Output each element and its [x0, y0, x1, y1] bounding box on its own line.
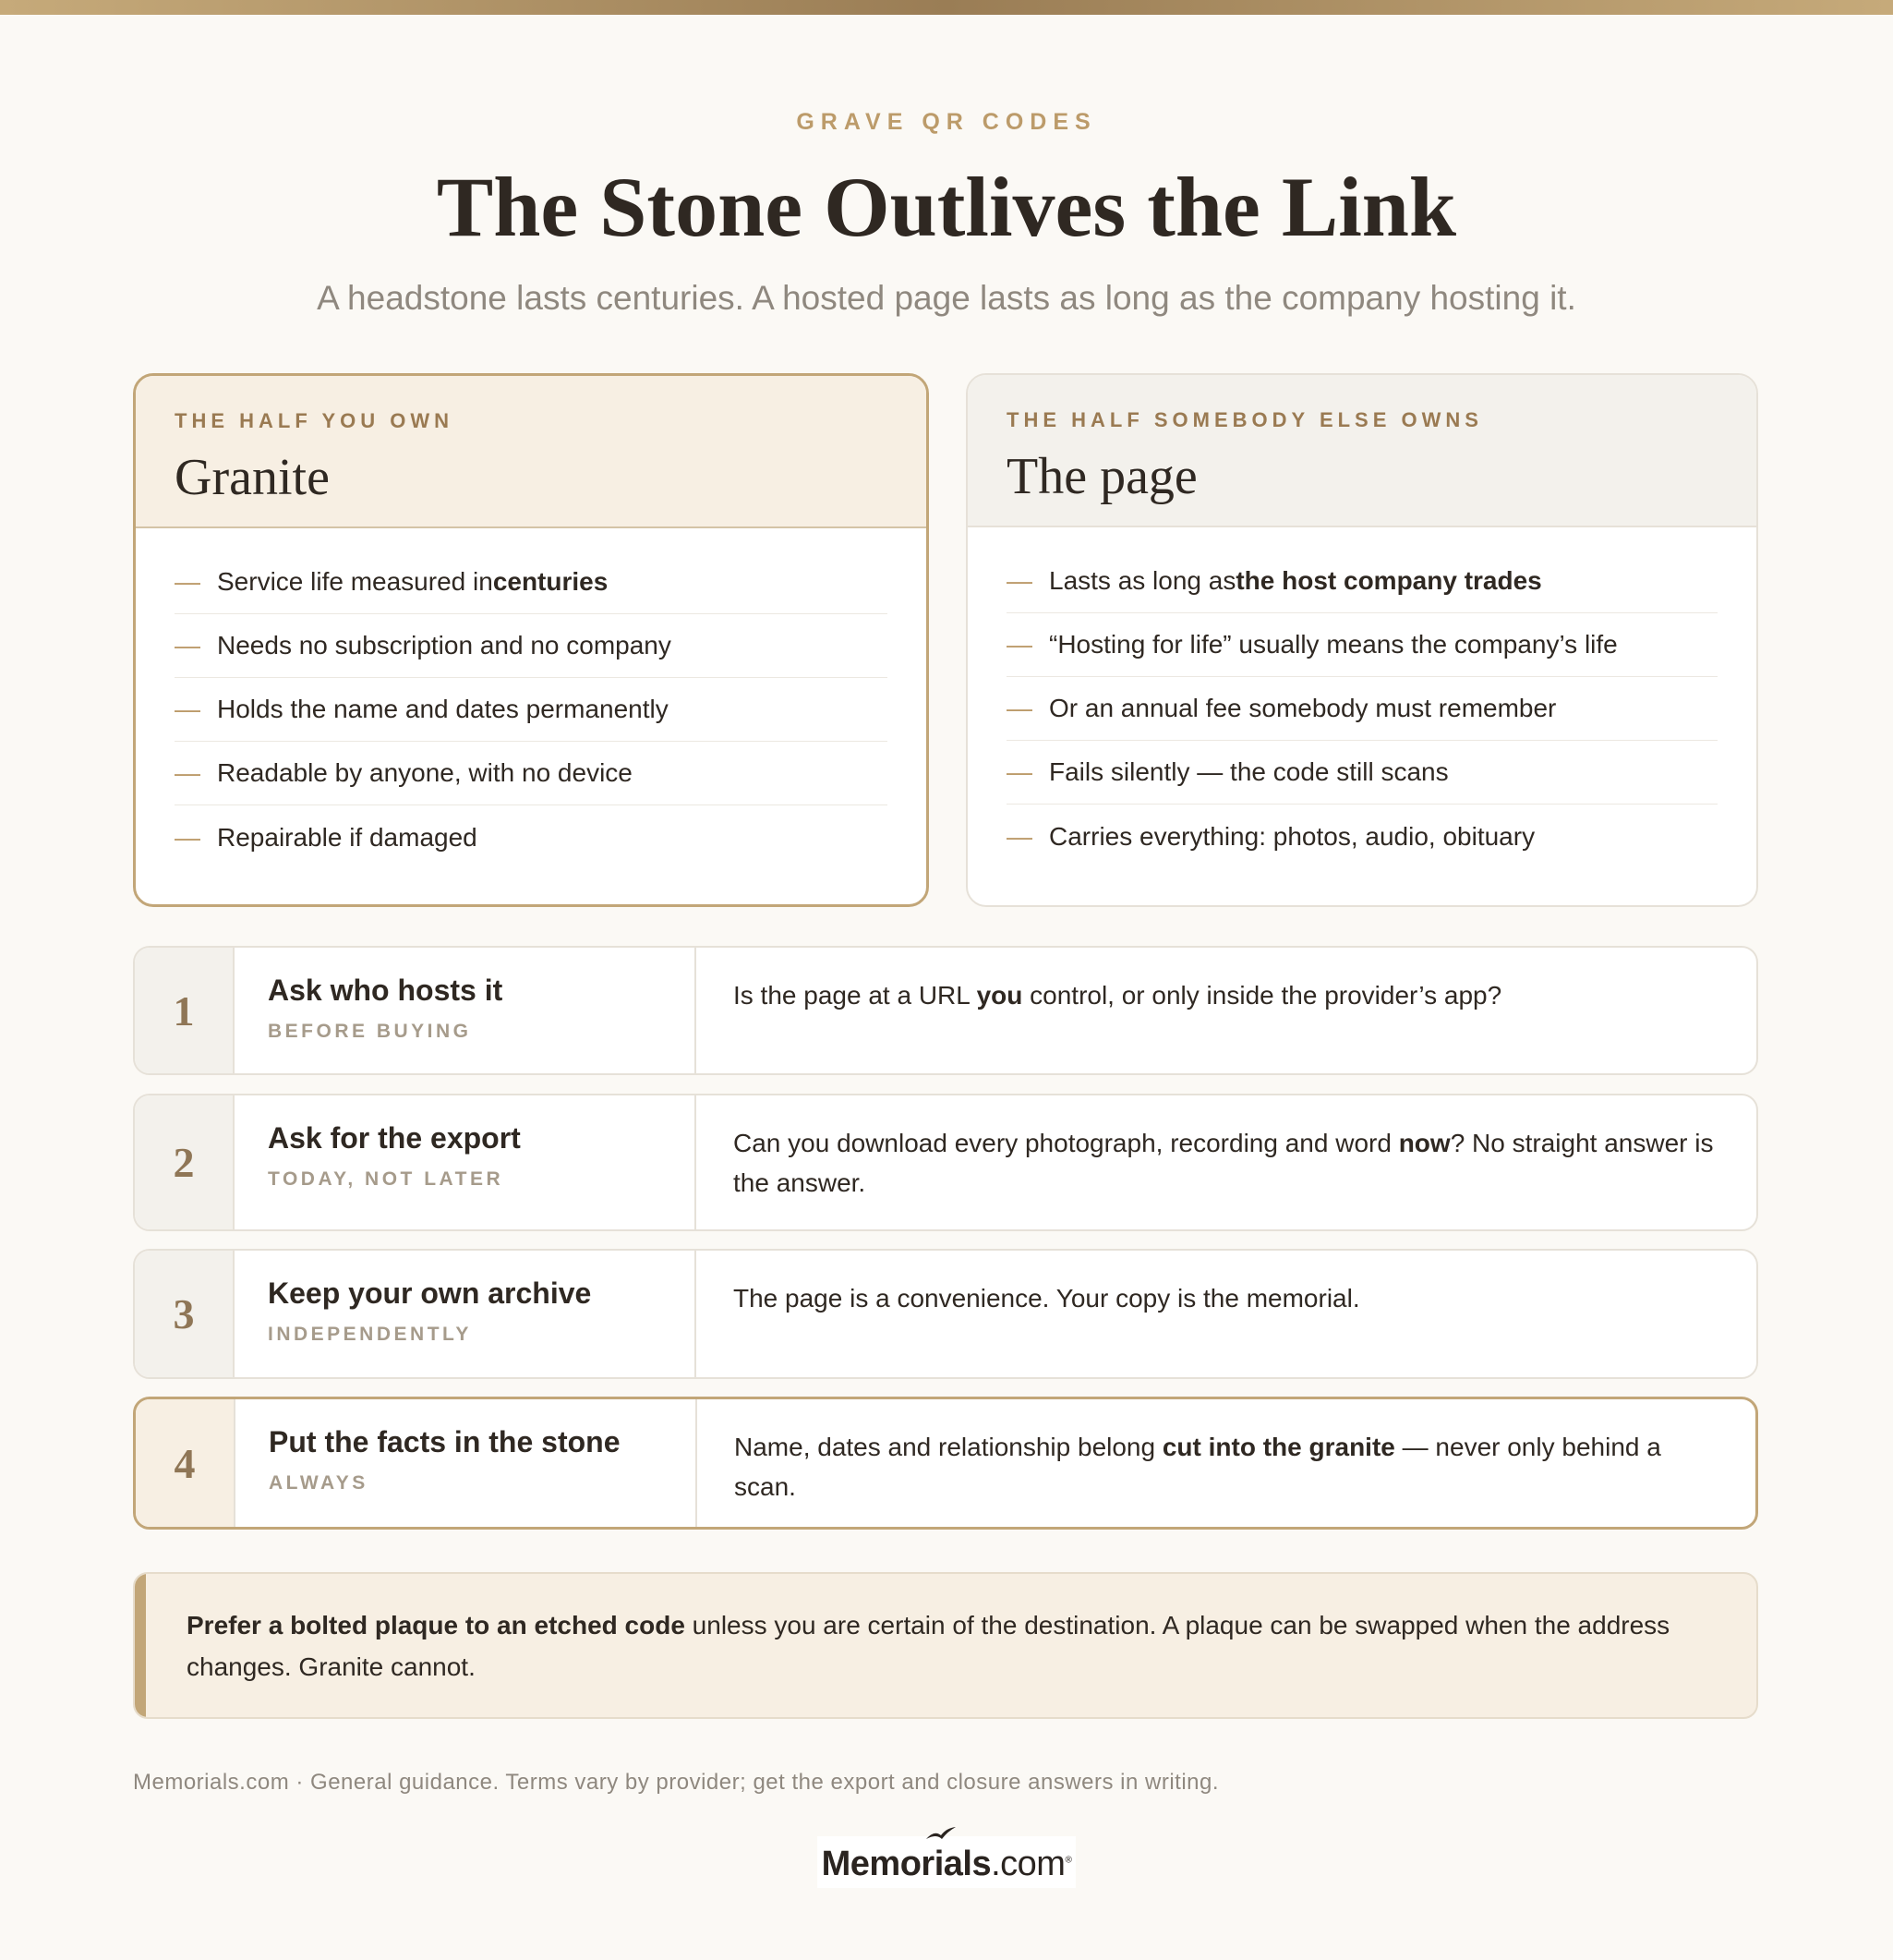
- step-tag: INDEPENDENTLY: [268, 1324, 472, 1345]
- step-number: 4: [136, 1399, 235, 1527]
- list-item-text: “Hosting for life” usually means the company’s life: [1049, 630, 1618, 659]
- step-heading: [235, 948, 696, 1073]
- list-item-bold: centuries: [492, 567, 609, 596]
- list-item: [1007, 613, 1718, 677]
- card-granite-kicker: THE HALF YOU OWN: [175, 409, 454, 432]
- list-item: [175, 614, 887, 678]
- step-1: [133, 946, 1758, 1075]
- list-item-text: Carries everything: photos, audio, obituary: [1049, 821, 1536, 851]
- eyebrow-label: GRAVE QR CODES: [796, 109, 1097, 135]
- list-item: [1007, 805, 1718, 868]
- list-item-text: Or an annual fee somebody must remember: [1049, 694, 1557, 722]
- list-item: [1007, 677, 1718, 741]
- list-item-bold: the host company trades: [1236, 566, 1542, 595]
- list-item-text: Fails silently — the code still scans: [1049, 757, 1449, 786]
- step-2: [133, 1094, 1758, 1231]
- dash-bullet: —: [1007, 566, 1032, 595]
- step-number: 2: [135, 1095, 235, 1229]
- step-desc-bold: you: [976, 981, 1023, 1010]
- card-the-page: [966, 373, 1758, 907]
- dash-bullet: —: [175, 631, 200, 659]
- step-3: [133, 1249, 1758, 1379]
- step-desc-text: — never only behind a scan.: [734, 1433, 1661, 1502]
- bird-icon: [925, 1826, 957, 1841]
- step-desc-text: control, or only inside the provider’s app?: [1022, 981, 1502, 1010]
- card-granite-header: [136, 376, 926, 528]
- step-description: [696, 948, 1756, 1073]
- dash-bullet: —: [175, 567, 200, 596]
- step-desc-text: Can you download every photograph, recording and word: [733, 1129, 1399, 1157]
- memorials-logo[interactable]: [817, 1836, 1076, 1888]
- list-item: [1007, 741, 1718, 805]
- card-granite-list: [136, 528, 926, 869]
- dash-bullet: —: [1007, 757, 1032, 786]
- step-description: [697, 1399, 1755, 1527]
- step-desc-text: The page is a convenience. Your copy is the memorial.: [733, 1284, 1360, 1313]
- step-tag: BEFORE BUYING: [268, 1021, 472, 1042]
- logo-suffix: .com: [991, 1845, 1066, 1883]
- list-item: [175, 805, 887, 869]
- step-title: Put the facts in the stone: [269, 1425, 621, 1458]
- footer-disclaimer: Memorials.com · General guidance. Terms vary by provider; get the export and closure answers in writing.: [133, 1770, 1220, 1795]
- step-title: Keep your own archive: [268, 1276, 592, 1310]
- step-tag: ALWAYS: [269, 1472, 368, 1494]
- card-granite: [133, 373, 929, 907]
- step-desc-text: ? No straight answer is the answer.: [733, 1129, 1714, 1198]
- logo-registered: ®: [1065, 1855, 1072, 1866]
- step-description: [696, 1251, 1756, 1377]
- page-subtitle: A headstone lasts centuries. A hosted page lasts as long as the company hosting it.: [317, 279, 1576, 317]
- card-the-page-kicker: THE HALF SOMEBODY ELSE OWNS: [1007, 408, 1483, 431]
- dash-bullet: —: [175, 822, 200, 852]
- step-heading: [235, 1399, 697, 1527]
- logo-wordmark: [822, 1845, 1072, 1884]
- dash-bullet: —: [1007, 694, 1032, 722]
- step-number: 1: [135, 948, 235, 1073]
- list-item-text: Holds the name and dates permanently: [217, 695, 669, 723]
- list-item-text: Readable by anyone, with no device: [217, 758, 633, 787]
- step-desc-text: Is the page at a URL: [733, 981, 977, 1010]
- step-heading: [235, 1251, 696, 1377]
- step-title: Ask for the export: [268, 1121, 521, 1155]
- card-the-page-header: [968, 375, 1756, 527]
- step-desc-text: Name, dates and relationship belong: [734, 1433, 1163, 1461]
- note-text: unless you are certain of the destination. A plaque can be swapped when the address changes. Granite cannot.: [187, 1611, 1670, 1681]
- page-title: The Stone Outlives the Link: [436, 160, 1457, 254]
- list-item: [1007, 550, 1718, 613]
- list-item: [175, 678, 887, 742]
- dash-bullet: —: [1007, 821, 1032, 851]
- list-item-text: Service life measured in: [217, 567, 493, 596]
- step-heading: [235, 1095, 696, 1229]
- card-the-page-list: [968, 527, 1756, 868]
- note-bold: Prefer a bolted plaque to an etched code: [187, 1611, 685, 1639]
- card-the-page-title: The page: [1007, 448, 1198, 505]
- dash-bullet: —: [1007, 630, 1032, 659]
- step-desc-bold: now: [1398, 1129, 1451, 1157]
- dash-bullet: —: [175, 758, 200, 787]
- logo-main: Memorials: [821, 1845, 992, 1883]
- step-tag: TODAY, NOT LATER: [268, 1168, 504, 1190]
- step-description: [696, 1095, 1756, 1229]
- dash-bullet: —: [175, 695, 200, 723]
- step-number: 3: [135, 1251, 235, 1377]
- card-granite-title: Granite: [175, 449, 330, 506]
- list-item-text: Needs no subscription and no company: [217, 631, 671, 659]
- step-title: Ask who hosts it: [268, 974, 503, 1007]
- advice-note: [133, 1572, 1758, 1719]
- list-item: [175, 742, 887, 805]
- list-item: [175, 550, 887, 614]
- list-item-text: Repairable if damaged: [217, 822, 477, 852]
- step-desc-bold: cut into the granite: [1162, 1433, 1395, 1461]
- top-accent-bar: [0, 0, 1893, 15]
- step-4: [133, 1397, 1758, 1530]
- list-item-text: Lasts as long as: [1049, 566, 1236, 595]
